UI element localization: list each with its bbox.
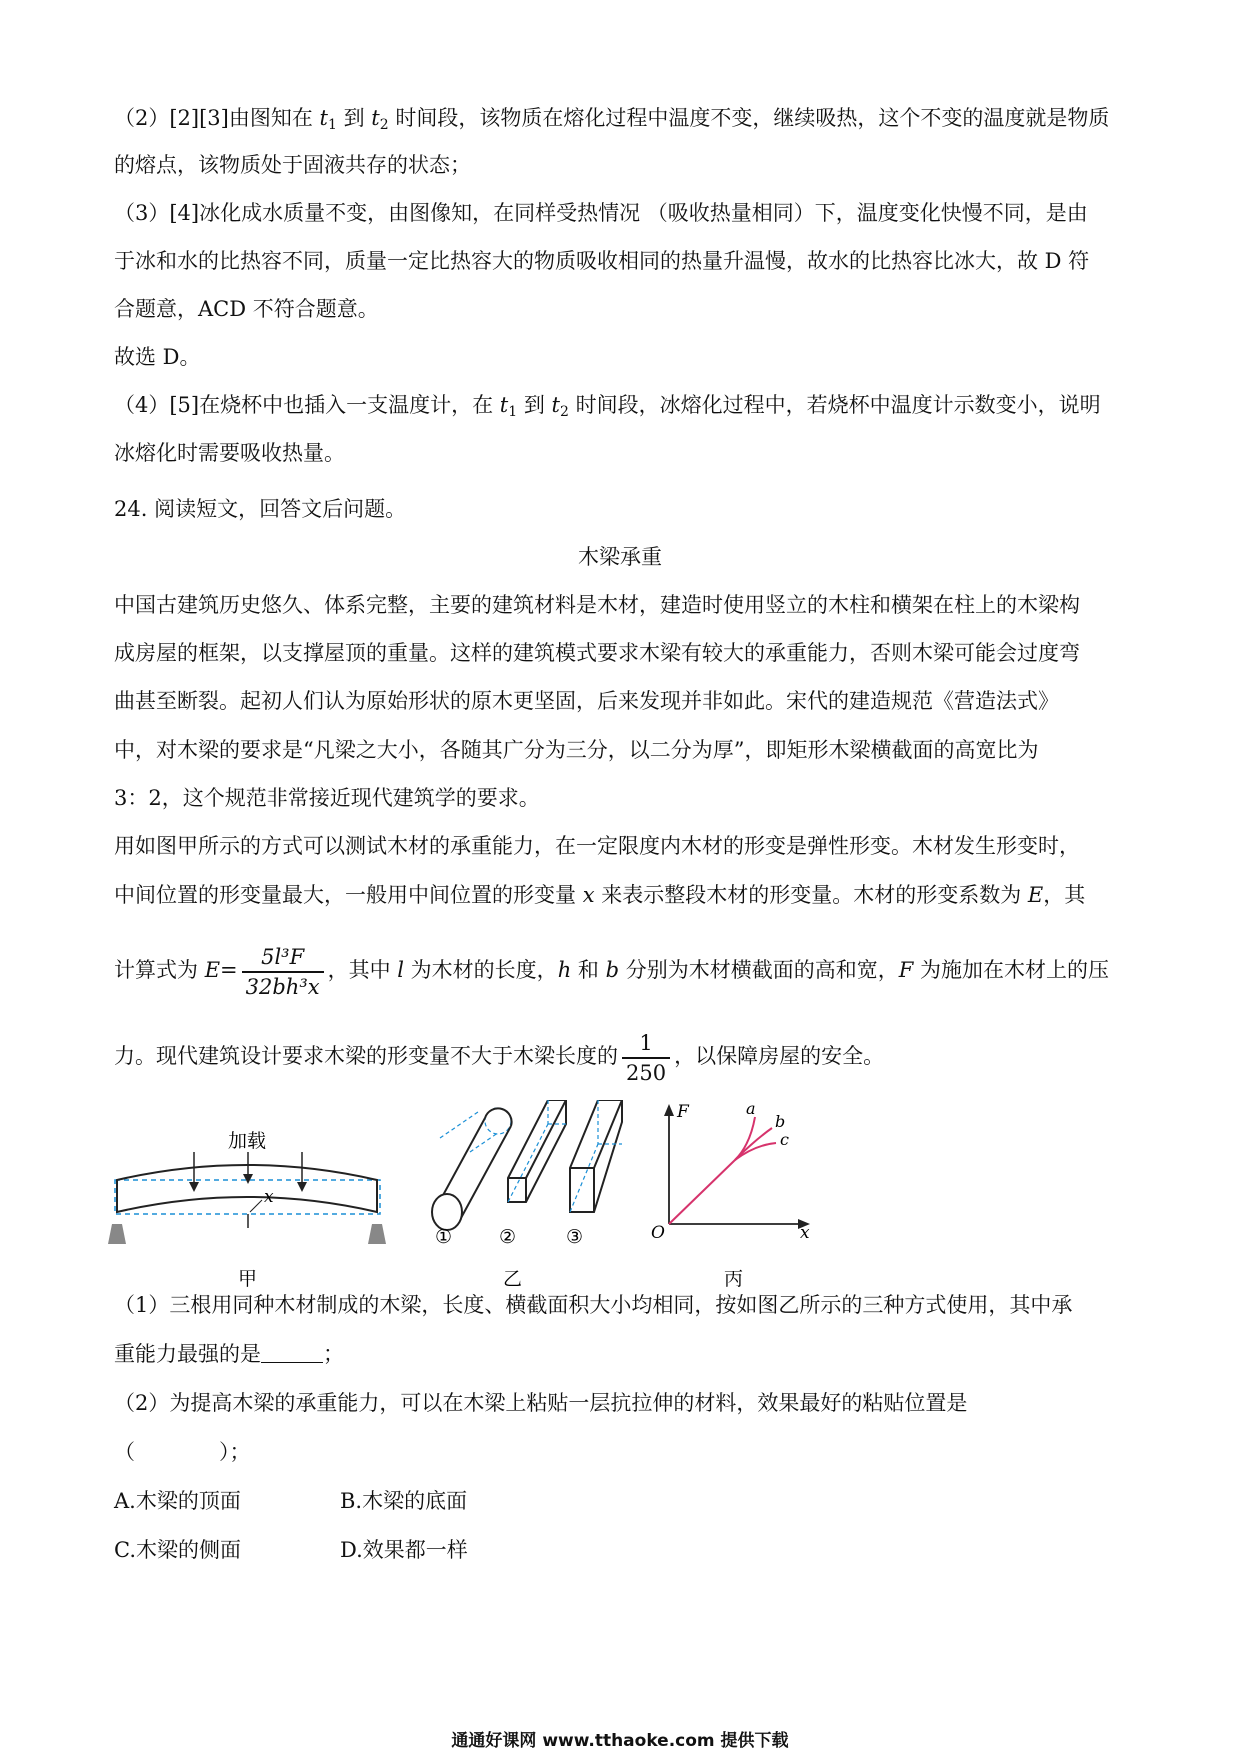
para1-line: 成房屋的框架，以支撑屋顶的重量。这样的建筑模式要求木梁有较大的承重能力，否则木梁可能会过度弯	[114, 641, 1080, 665]
curve-label-b: b	[775, 1112, 786, 1131]
ratio-fraction: $\frac{1}{250}$	[622, 1029, 670, 1087]
tall-rect-beam	[508, 1100, 566, 1202]
answer-line-3c: 合题意，ACD 不符合题意。	[114, 297, 379, 321]
para1-line: 3：2，这个规范非常接近现代建筑学的要求。	[114, 786, 540, 810]
para3-line: 力。现代建筑设计要求木梁的形变量不大于木梁长度的 $\frac{1}{250}$ ，以保障房屋的安全。	[114, 1030, 885, 1085]
x-axis-label: x	[800, 1223, 810, 1243]
para2-line-2: 中间位置的形变量最大，一般用中间位置的形变量 x 来表示整段木材的形变量。木材的形变系数为 E，其	[114, 883, 1086, 907]
para1-line: 中国古建筑历史悠久、体系完整，主要的建筑材料是木材，建造时使用竖立的木柱和横架在柱上的木梁构	[114, 593, 1080, 617]
figure-yi-label: ②	[499, 1226, 517, 1248]
figures-area	[0, 1100, 1240, 1300]
bent-beam	[117, 1165, 377, 1212]
subquestion-2a: （2）为提高木梁的承重能力，可以在木梁上粘贴一层抗拉伸的材料，效果最好的粘贴位置是	[114, 1391, 968, 1415]
answer-line-2a: （2）[2][3]由图知在 $t_1$ 到 $t_2$ 时间段，该物质在熔化过程中温度不变，继续吸热，这个不变的温度就是物质	[114, 106, 1110, 133]
round-log-beam	[432, 1108, 512, 1230]
figure-caption-jia: 甲	[238, 1268, 258, 1290]
y-axis-arrow	[664, 1104, 674, 1116]
y-axis-label: F	[677, 1102, 689, 1122]
option-d: D.效果都一样	[340, 1538, 468, 1562]
subquestion-2b: （ ）；	[114, 1440, 251, 1464]
figure-caption-bing: 丙	[724, 1268, 744, 1290]
load-label: 加载	[228, 1130, 267, 1152]
answer-line-2b: 的熔点，该物质处于固液共存的状态；	[114, 153, 471, 177]
figure-yi-label: ①	[435, 1226, 453, 1248]
answer-line-3a: （3）[4]冰化成水质量不变，由图像知，在同样受热情况 （吸收热量相同）下，温度变化快慢不同，是由	[114, 201, 1088, 225]
option-a: A.木梁的顶面	[114, 1489, 241, 1513]
figure-bing	[651, 1100, 810, 1290]
answer-line-3d: 故选 D。	[114, 345, 201, 369]
curve-a	[669, 1117, 755, 1224]
answer-line-4a: （4）[5]在烧杯中也插入一支温度计，在 $t_1$ 到 $t_2$ 时间段，冰熔化过程中，若烧杯中温度计示数变小，说明	[114, 393, 1101, 420]
formula-line: 计算式为 E= $\frac{\text{5l³F}}{\text{32bh³x}}$ ，其中 l 为木材的长度，h 和 b 分别为木材横截面的高和宽，F 为施加在木材上的压	[114, 944, 1109, 999]
deformation-pointer	[250, 1200, 262, 1212]
subquestion-1b: 重能力最强的是 ；	[114, 1342, 344, 1366]
load-arrow-head	[189, 1182, 199, 1192]
question-number-line: 24. 阅读短文，回答文后问题。	[114, 497, 407, 521]
passage-title: 木梁承重	[578, 545, 662, 569]
left-support	[108, 1224, 126, 1244]
option-b: B.木梁的底面	[340, 1489, 468, 1513]
para2-line-1: 用如图甲所示的方式可以测试木材的承重能力，在一定限度内木材的形变是弹性形变。木材发生形变时，	[114, 834, 1080, 858]
page-footer: 通通好课网 www.tthaoke.com 提供下载	[451, 1731, 789, 1751]
figure-yi-label: ③	[566, 1226, 584, 1248]
right-support	[368, 1224, 386, 1244]
wide-rect-beam	[570, 1100, 622, 1212]
figure-jia	[108, 1130, 386, 1290]
answer-blank[interactable]	[261, 1342, 323, 1363]
para1-line: 中，对木梁的要求是“凡梁之大小，各随其广分为三分，以二分为厚”，即矩形木梁横截面的高宽比为	[114, 738, 1039, 762]
answer-line-4b: 冰熔化时需要吸收热量。	[114, 441, 345, 465]
curve-label-a: a	[746, 1100, 756, 1118]
option-c: C.木梁的侧面	[114, 1538, 241, 1562]
load-arrow-head	[243, 1174, 253, 1184]
formula-fraction: $\frac{\text{5l³F}}{\text{32bh³x}}$	[242, 943, 324, 1001]
origin-label: O	[651, 1223, 665, 1243]
subquestion-1a: （1）三根用同种木材制成的木梁，长度、横截面积大小均相同，按如图乙所示的三种方式使用，其中承	[114, 1293, 1073, 1317]
load-arrow-head	[297, 1182, 307, 1192]
figure-caption-yi: 乙	[503, 1268, 523, 1290]
deformation-label: x	[264, 1187, 274, 1207]
curve-label-c: c	[780, 1130, 789, 1149]
answer-line-3b: 于冰和水的比热容不同，质量一定比热容大的物质吸收相同的热量升温慢，故水的比热容比冰大，故 D 符	[114, 249, 1090, 273]
para1-line: 曲甚至断裂。起初人们认为原始形状的原木更坚固，后来发现并非如此。宋代的建造规范《营造法式》	[114, 689, 1059, 713]
figure-yi	[432, 1100, 622, 1290]
